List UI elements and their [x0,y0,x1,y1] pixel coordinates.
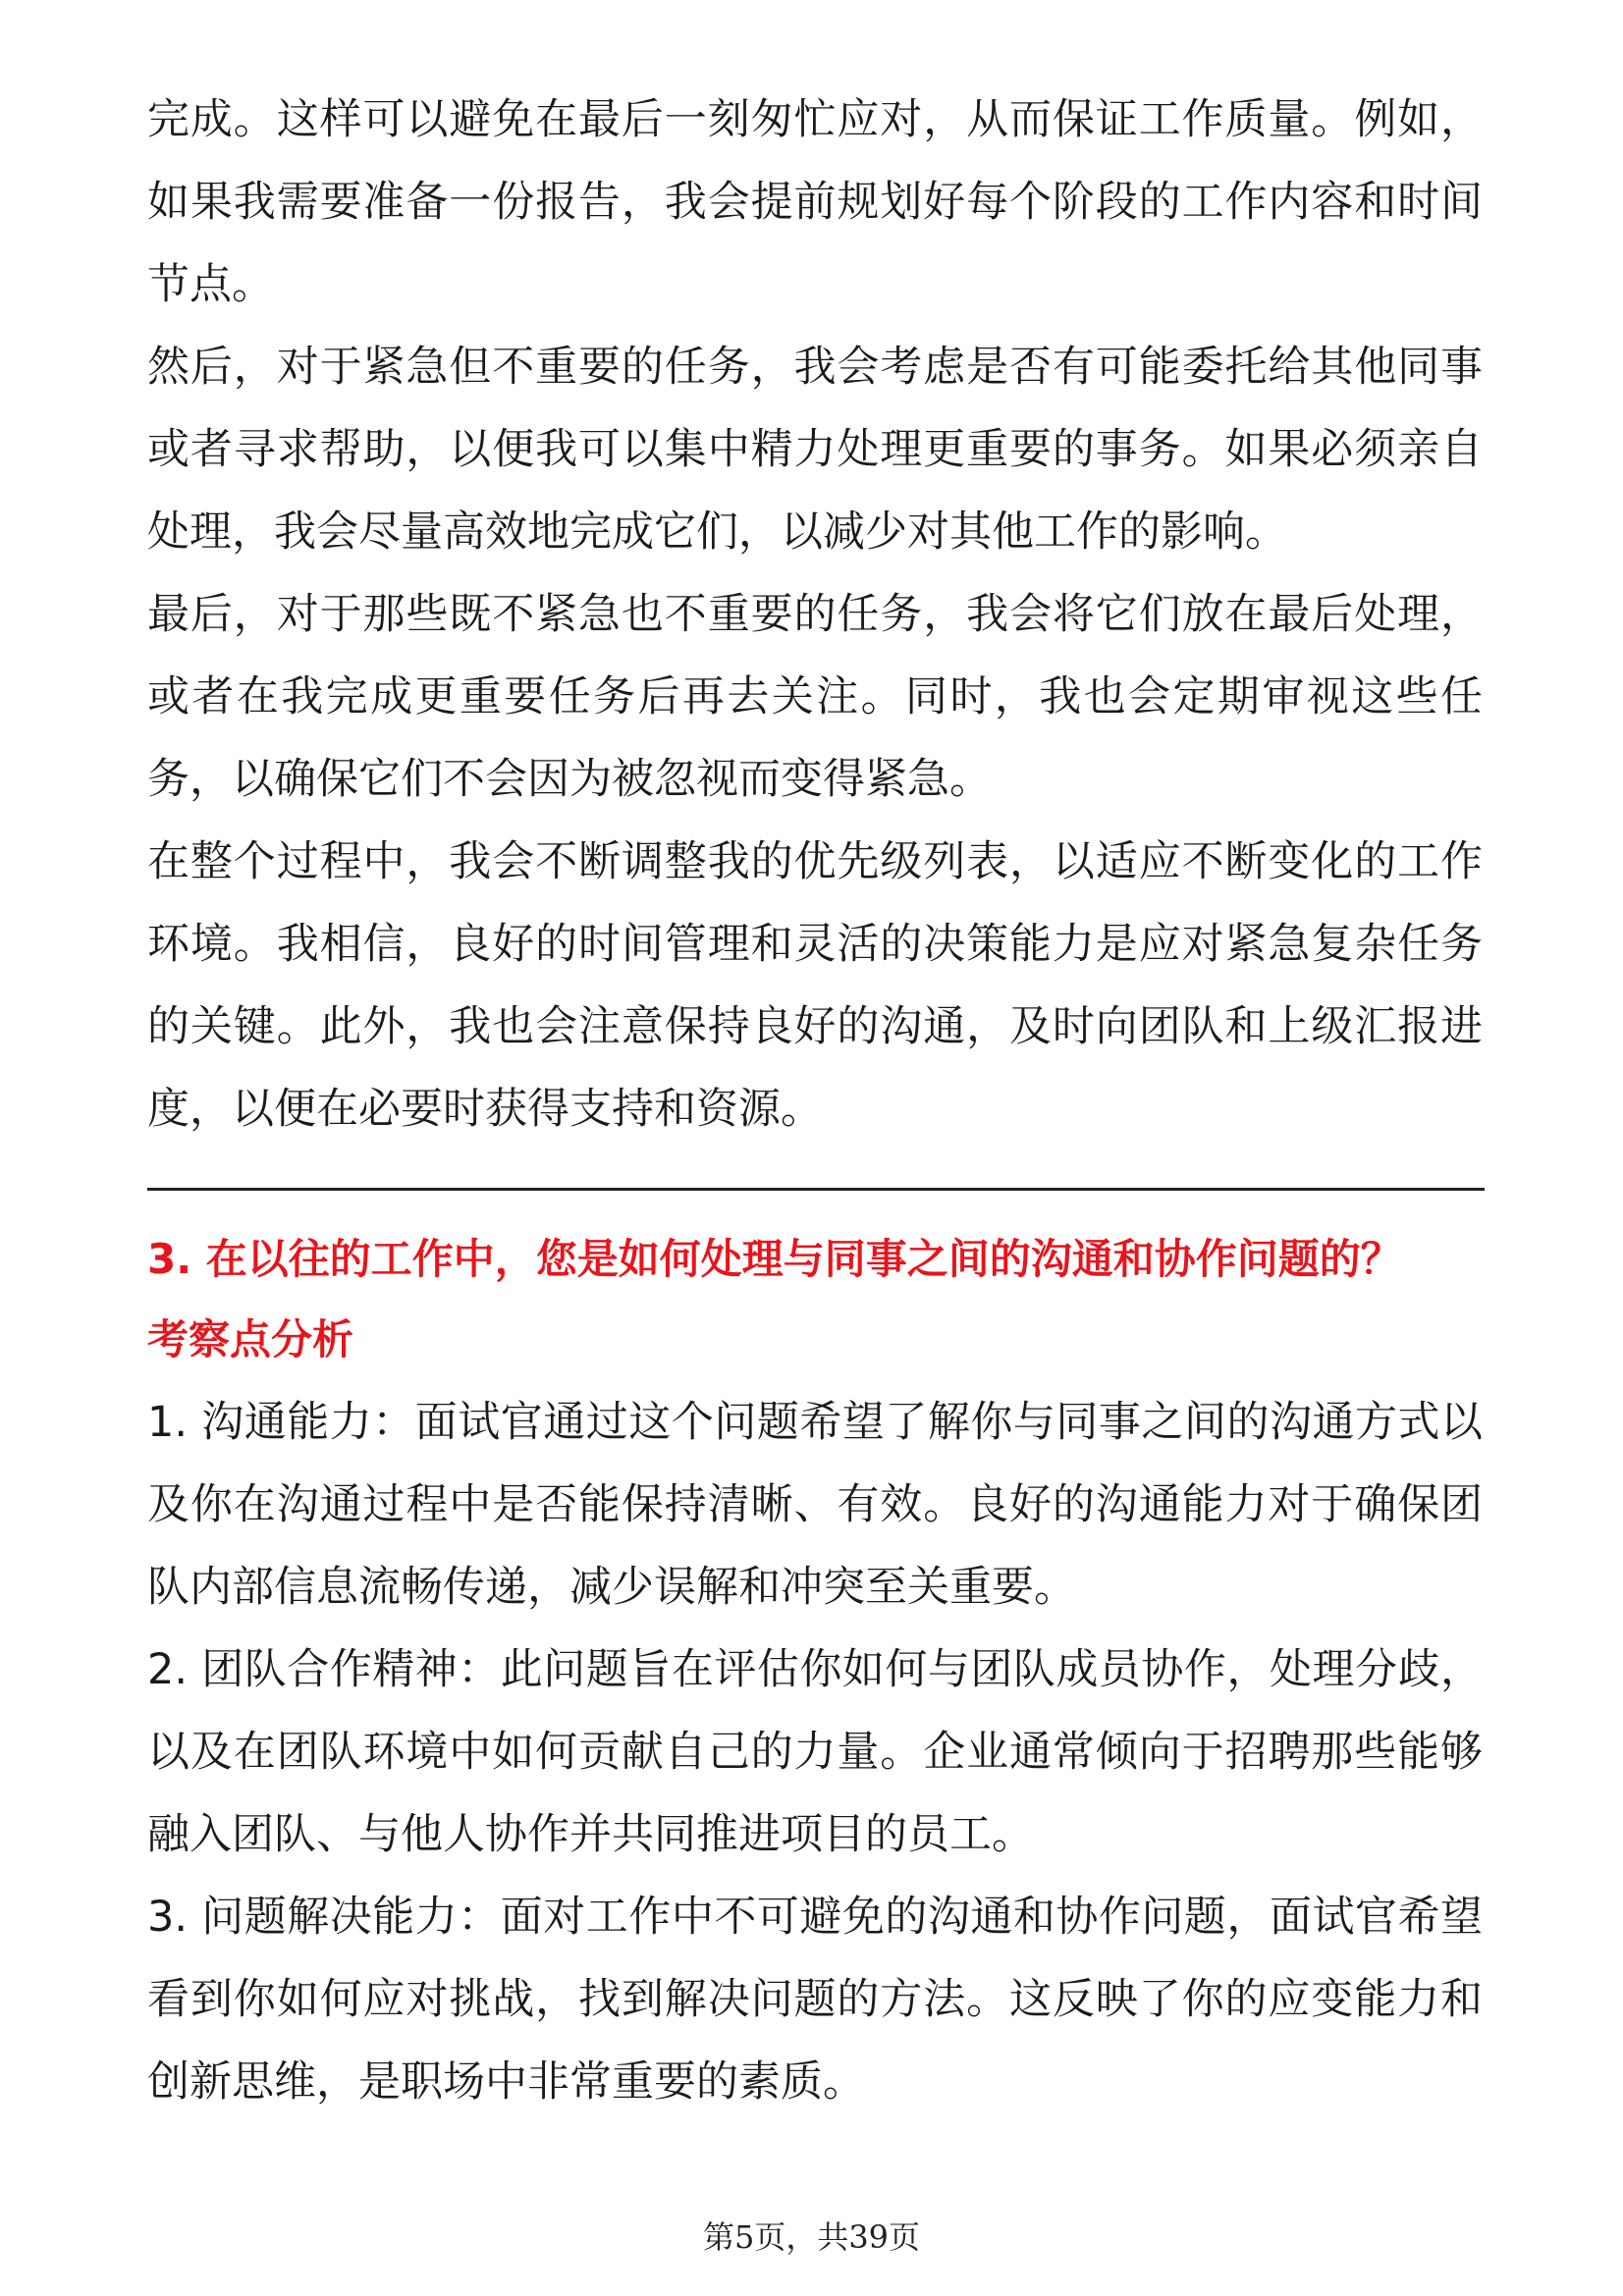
question-heading: 3. 在以往的工作中，您是如何处理与同事之间的沟通和协作问题的？ [147,1235,1402,1283]
analysis-heading: 考察点分析 [147,1315,354,1363]
body-paragraph: 最后，对于那些既不紧急也不重要的任务，我会将它们放在最后处理，或者在我完成更重要任务后再去关注。同时，我也会定期审视这些任务，以确保它们不会因为被忽视而变得紧急。 [147,590,1483,804]
document-page [147,79,1483,2123]
page-footer: 第5页，共39页 [702,2218,921,2256]
section-divider [147,1188,1485,1191]
analysis-item: 1. 沟通能力：面试官通过这个问题希望了解你与同事之间的沟通方式以及你在沟通过程中是否能保持清晰、有效。良好的沟通能力对于确保团队内部信息流畅传递，减少误解和冲突至关重要。 [147,1398,1483,1612]
analysis-item: 2. 团队合作精神：此问题旨在评估你如何与团队成员协作，处理分歧，以及在团队环境中如何贡献自己的力量。企业通常倾向于招聘那些能够融入团队、与他人协作并共同推进项目的员工。 [147,1645,1483,1859]
body-paragraph: 然后，对于紧急但不重要的任务，我会考虑是否有可能委托给其他同事或者寻求帮助，以便我可以集中精力处理更重要的事务。如果必须亲自处理，我会尽量高效地完成它们，以减少对其他工作的影响。 [147,343,1483,557]
analysis-item: 3. 问题解决能力：面对工作中不可避免的沟通和协作问题，面试官希望看到你如何应对挑战，找到解决问题的方法。这反映了你的应变能力和创新思维，是职场中非常重要的素质。 [147,1893,1483,2107]
body-paragraph: 在整个过程中，我会不断调整我的优先级列表，以适应不断变化的工作环境。我相信，良好的时间管理和灵活的决策能力是应对紧急复杂任务的关键。此外，我也会注意保持良好的沟通，及时向团队和上级汇报进度，以便在必要时获得支持和资源。 [147,837,1483,1134]
body-paragraph: 完成。这样可以避免在最后一刻匆忙应对，从而保证工作质量。例如，如果我需要准备一份报告，我会提前规划好每个阶段的工作内容和时间节点。 [147,95,1483,309]
